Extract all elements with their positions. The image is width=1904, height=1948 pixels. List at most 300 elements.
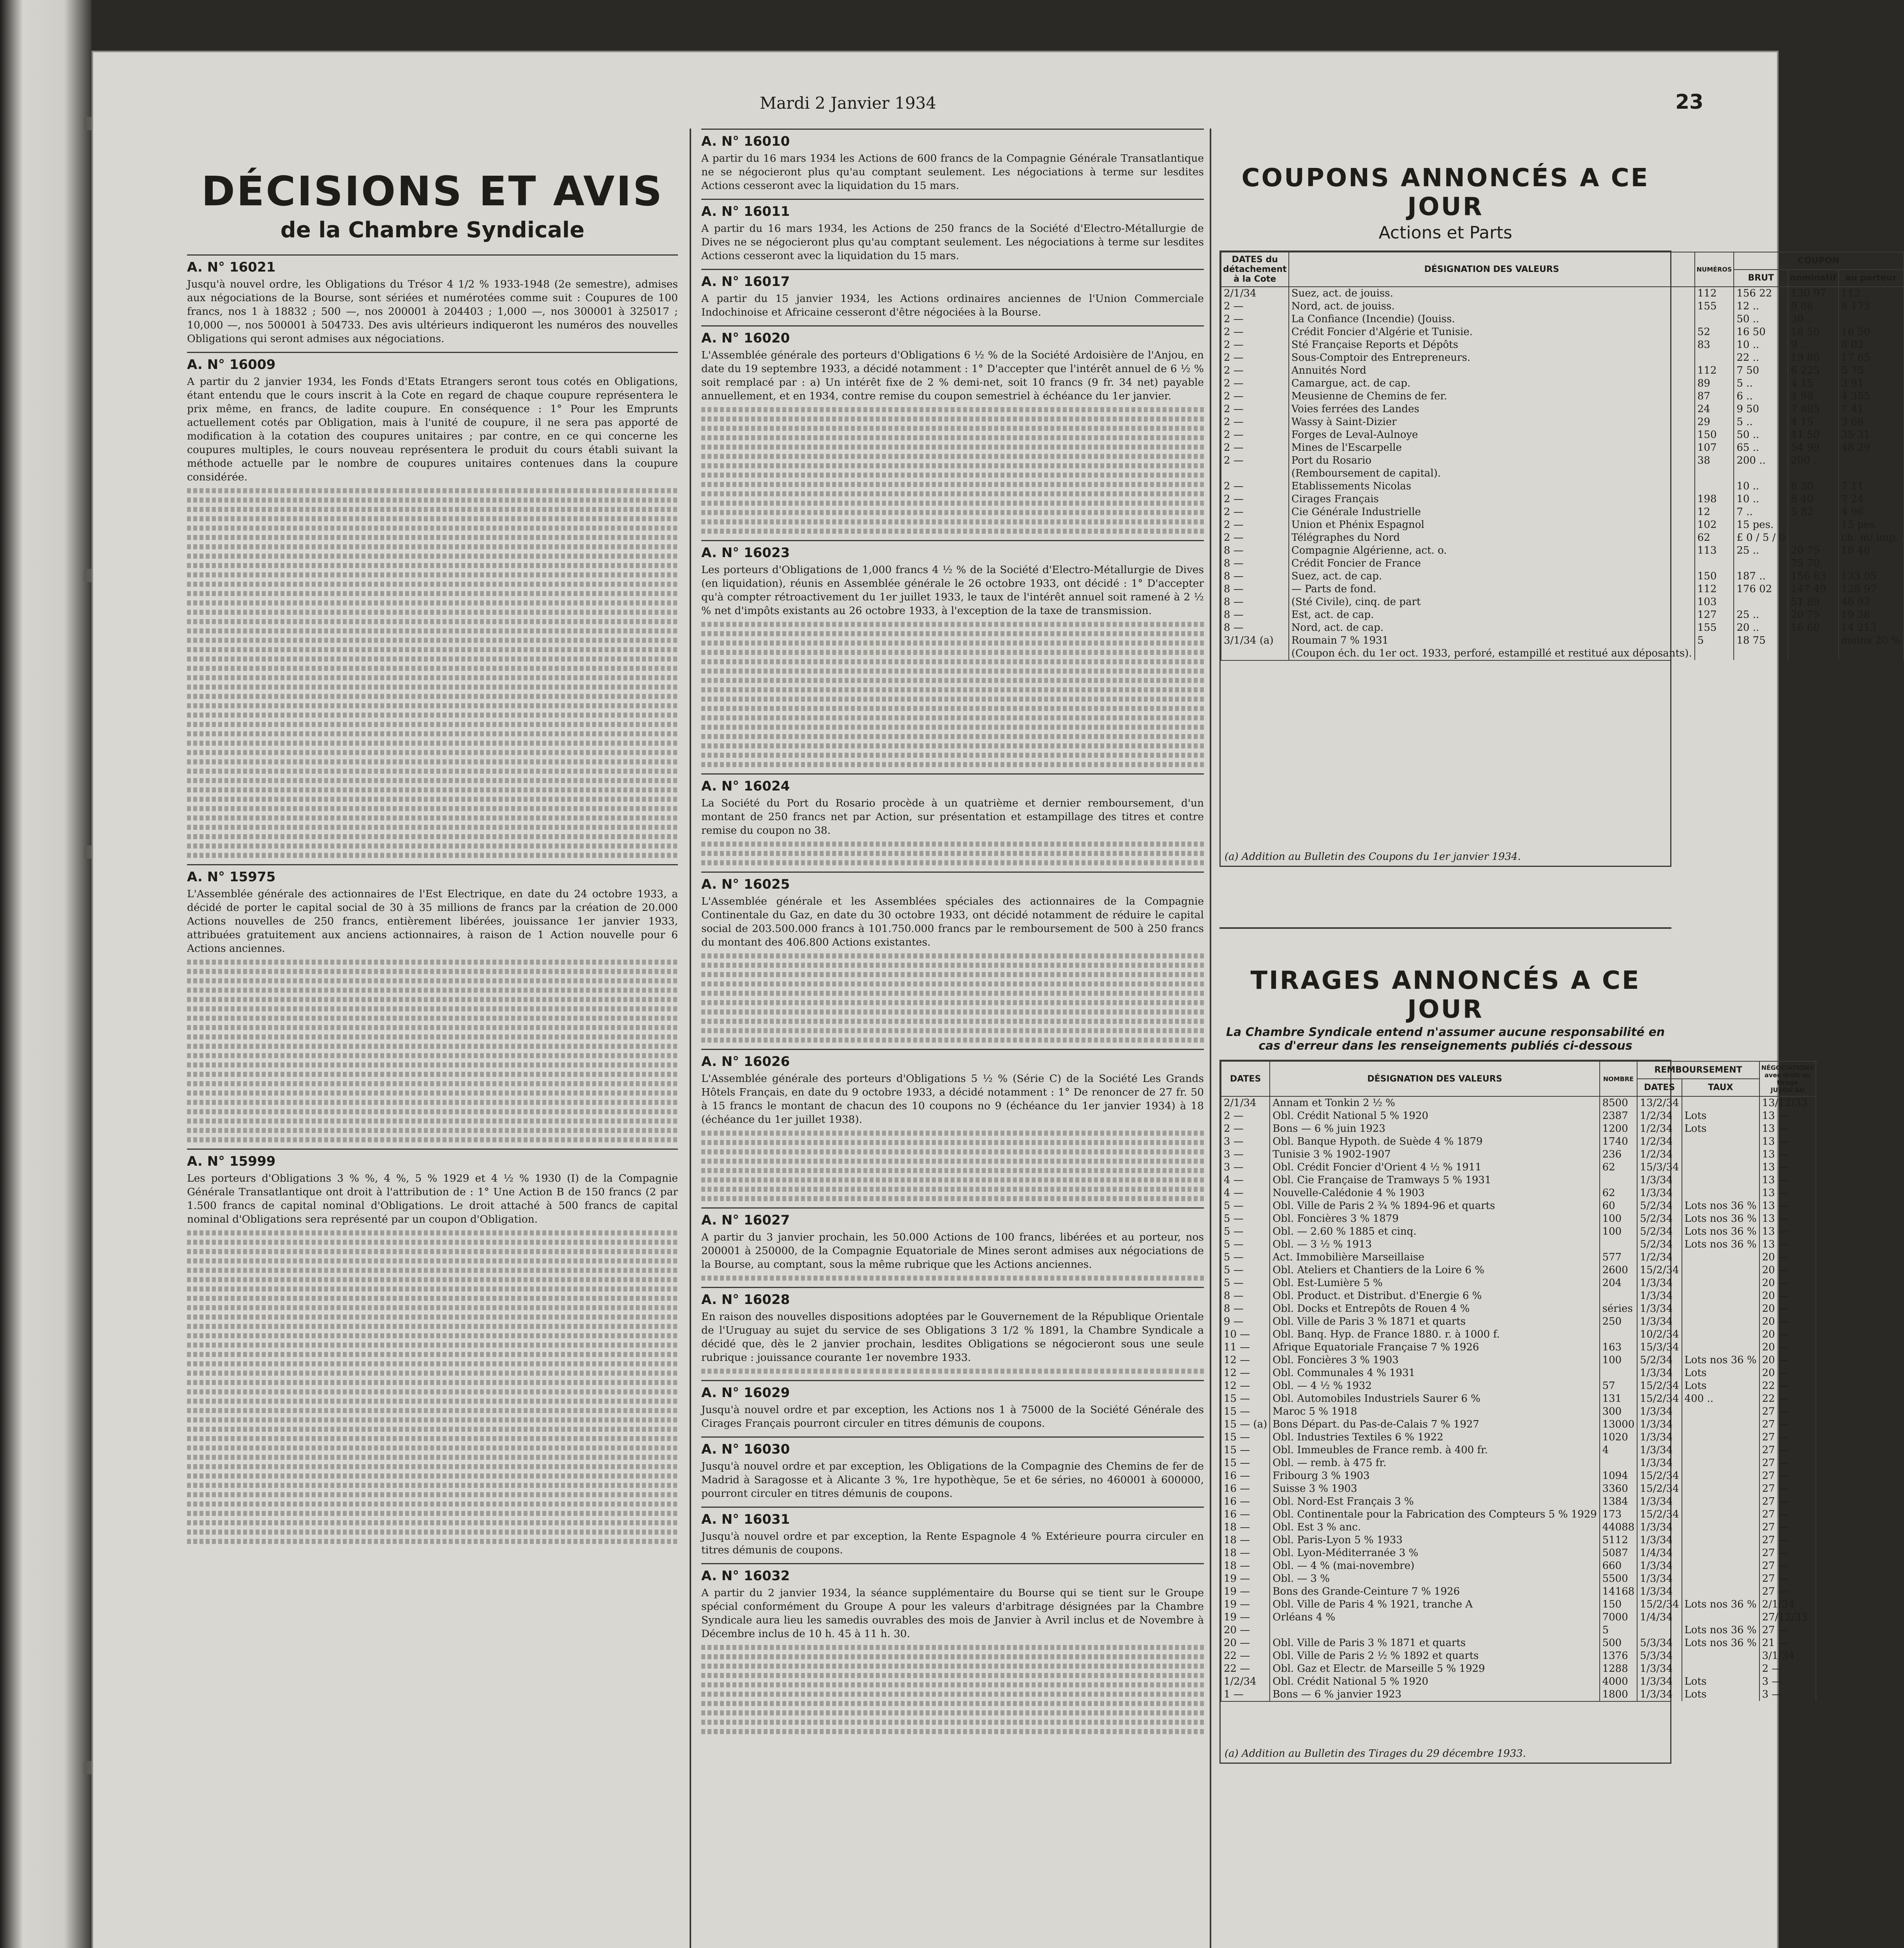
coupon-cell-port: 3 66 <box>1839 416 1904 429</box>
table-row <box>1221 1572 1816 1585</box>
tirage-cell-name <box>1270 1624 1599 1637</box>
coupon-cell-no: 52 <box>1695 326 1734 339</box>
coupon-cell-name: (Coupon éch. du 1er oct. 1933, perforé, estampillé et restitué aux déposants). <box>1289 647 1695 660</box>
tirage-cell-name: Bons des Grande-Ceinture 7 % 1926 <box>1270 1585 1599 1598</box>
col-header-taux: TAUX <box>1682 1079 1759 1096</box>
tirage-cell-name: Annam et Tonkin 2 ½ % <box>1270 1096 1599 1110</box>
tirage-cell-taux <box>1682 1482 1759 1495</box>
avis-block <box>701 1380 1204 1430</box>
text-line <box>701 1654 1204 1659</box>
table-row <box>1221 1277 1816 1290</box>
tirage-cell-name: Suisse 3 % 1903 <box>1270 1482 1599 1495</box>
text-line <box>187 516 678 521</box>
text-line <box>187 787 678 792</box>
table-row <box>1221 1688 1816 1701</box>
coupon-cell-no: 5 <box>1695 634 1734 647</box>
tirage-cell-date: 15 — <box>1221 1405 1270 1418</box>
tirage-cell-neg: 20 — <box>1759 1367 1816 1380</box>
avis-block <box>701 872 1204 1043</box>
tirage-cell-rdate: 1/2/34 <box>1637 1251 1682 1264</box>
tirage-cell-taux <box>1682 1611 1759 1624</box>
coupon-cell-name: Annuités Nord <box>1289 364 1695 377</box>
coupon-cell-date: 8 — <box>1221 596 1289 609</box>
table-row <box>1221 1611 1816 1624</box>
col-header-designation: DÉSIGNATION DES VALEURS <box>1270 1061 1599 1096</box>
tirage-cell-neg: 20 — <box>1759 1277 1816 1290</box>
avis-block <box>701 773 1204 865</box>
tirage-cell-name: Obl. — remb. à 475 fr. <box>1270 1457 1599 1470</box>
tirage-cell-rdate: 1/3/34 <box>1637 1572 1682 1585</box>
tirage-cell-taux <box>1682 1650 1759 1662</box>
tirage-cell-name: Obl. — 4 ½ % 1932 <box>1270 1380 1599 1392</box>
avis-number: A. N° 16023 <box>701 545 790 561</box>
text-line <box>187 656 678 662</box>
col-header-nominatif: nominatif <box>1788 270 1838 287</box>
tirage-cell-taux <box>1682 1302 1759 1315</box>
coupon-cell-name: La Confiance (Incendie) (Jouiss. <box>1289 313 1695 326</box>
tirage-cell-date: 15 — <box>1221 1431 1270 1444</box>
tirage-cell-name: Obl. Ville de Paris 4 % 1921, tranche A <box>1270 1598 1599 1611</box>
table-row <box>1221 1110 1816 1122</box>
text-line <box>701 842 1204 847</box>
tirage-cell-rdate: 1/3/34 <box>1637 1174 1682 1187</box>
coupon-cell-brut: 6 .. <box>1734 390 1788 403</box>
table-row <box>1221 1354 1816 1367</box>
tirages-table <box>1221 1061 1816 1701</box>
table-row <box>1221 1495 1816 1508</box>
page-date: Mardi 2 Janvier 1934 <box>760 94 937 113</box>
table-row <box>1221 1624 1816 1637</box>
avis-text: L'Assemblée générale des porteurs d'Obligations 6 ½ % de la Société Ardoisière de l'Anjou, en date du 19 septembre 1933, a décidé notamment : 1° D'accepter que l'intérêt annuel de 6 ½ % soit remplacé par : a) Un intérêt fixe de 2 % demi-net, soit 10 francs (9 fr. 34 net) payable annuellement, et en 1934, contre remise du coupon semestriel à échéance du 1er janvier. <box>701 349 1204 402</box>
text-line <box>701 991 1204 996</box>
coupon-cell-nom: 30 .. <box>1788 313 1838 326</box>
text-line <box>701 501 1204 506</box>
coupon-cell-brut: 12 .. <box>1734 300 1788 313</box>
text-line <box>187 572 678 577</box>
text-line <box>187 969 678 974</box>
tirage-cell-nombre: 204 <box>1600 1277 1638 1290</box>
text-line <box>701 953 1204 958</box>
table-row <box>1221 1161 1816 1174</box>
coupon-cell-brut: 16 50 <box>1734 326 1788 339</box>
tirage-cell-nombre: 1384 <box>1600 1495 1638 1508</box>
coupon-cell-no <box>1695 480 1734 493</box>
table-row <box>1221 1585 1816 1598</box>
tirage-cell-taux <box>1682 1470 1759 1482</box>
tirage-cell-rdate: 1/3/34 <box>1637 1187 1682 1200</box>
tirage-cell-rdate: 1/2/34 <box>1637 1135 1682 1148</box>
table-row <box>1221 1662 1816 1675</box>
tirage-cell-taux <box>1682 1662 1759 1675</box>
avis-block <box>701 129 1204 192</box>
coupon-cell-date: 2 — <box>1221 339 1289 351</box>
text-line <box>187 638 678 643</box>
table-row <box>1221 403 1904 416</box>
tirage-cell-date: 8 — <box>1221 1302 1270 1315</box>
tirage-cell-nombre: 660 <box>1600 1560 1638 1572</box>
text-line <box>701 963 1204 968</box>
tirage-cell-rdate: 5/2/34 <box>1637 1212 1682 1225</box>
table-row <box>1221 1290 1816 1302</box>
text-line <box>187 853 678 858</box>
coupon-cell-brut: 65 .. <box>1734 441 1788 454</box>
tirage-cell-neg: 20 — <box>1759 1264 1816 1277</box>
text-line <box>187 1025 678 1030</box>
text-line <box>187 1016 678 1021</box>
coupon-cell-brut: 50 .. <box>1734 313 1788 326</box>
coupon-cell-nom: 147 49 <box>1788 583 1838 596</box>
table-row <box>1221 1418 1816 1431</box>
column-rule <box>1210 129 1211 1948</box>
tirage-cell-nombre: 5112 <box>1600 1534 1638 1547</box>
coupon-cell-date: 2 — <box>1221 480 1289 493</box>
text-line <box>187 1399 678 1404</box>
coupon-cell-date: 8 — <box>1221 570 1289 583</box>
tirage-cell-taux <box>1682 1534 1759 1547</box>
text-line <box>187 1427 678 1432</box>
coupon-cell-date: 2 — <box>1221 531 1289 544</box>
coupon-cell-brut: 15 pes. <box>1734 519 1788 531</box>
text-line <box>187 1305 678 1310</box>
coupon-cell-brut <box>1734 647 1788 660</box>
tirage-cell-nombre: 577 <box>1600 1251 1638 1264</box>
coupon-cell-brut: 25 .. <box>1734 544 1788 557</box>
avis-block <box>187 254 678 346</box>
tirage-cell-date: 2 — <box>1221 1110 1270 1122</box>
tirage-cell-rdate: 5/2/34 <box>1637 1354 1682 1367</box>
avis-block <box>187 1149 678 1544</box>
tirage-cell-nombre: séries <box>1600 1302 1638 1315</box>
coupon-cell-date: 2 — <box>1221 313 1289 326</box>
text-line <box>187 997 678 1002</box>
coupon-cell-name: Télégraphes du Nord <box>1289 531 1695 544</box>
text-line <box>701 407 1204 412</box>
table-row <box>1221 1122 1816 1135</box>
coupon-cell-name: Mines de l'Escarpelle <box>1289 441 1695 454</box>
coupon-cell-name: Compagnie Algérienne, act. o. <box>1289 544 1695 557</box>
text-line <box>187 703 678 708</box>
tirage-cell-name: Fribourg 3 % 1903 <box>1270 1470 1599 1482</box>
coupon-cell-name: Forges de Leval-Aulnoye <box>1289 429 1695 441</box>
tirage-cell-date: 5 — <box>1221 1200 1270 1212</box>
text-line <box>187 1258 678 1263</box>
col-header-rdates: DATES <box>1637 1079 1682 1096</box>
table-row <box>1221 287 1904 300</box>
coupon-cell-name: Cirages Français <box>1289 493 1695 506</box>
coupon-cell-port: 128 97 <box>1839 583 1904 596</box>
text-line <box>187 1324 678 1329</box>
tirage-cell-taux <box>1682 1315 1759 1328</box>
coupon-cell-brut: 5 .. <box>1734 416 1788 429</box>
tirage-cell-taux <box>1682 1508 1759 1521</box>
coupon-cell-date: 2 — <box>1221 429 1289 441</box>
coupons-table-empty-area <box>1221 660 1670 848</box>
table-row <box>1221 1650 1816 1662</box>
avis-text: A partir du 15 janvier 1934, les Actions ordinaires anciennes de l'Union Commerciale Indochinoise et Africaine cesseront d'être négociées à la Bourse. <box>701 293 1204 318</box>
table-row <box>1221 441 1904 454</box>
tirage-cell-name: Bons — 6 % juin 1923 <box>1270 1122 1599 1135</box>
tirage-cell-nombre: 1288 <box>1600 1662 1638 1675</box>
text-line <box>701 454 1204 459</box>
tirage-cell-taux: Lots nos 36 % <box>1682 1624 1759 1637</box>
text-line <box>701 1645 1204 1650</box>
text-line <box>701 1673 1204 1678</box>
tirage-cell-neg: 13 — <box>1759 1225 1816 1238</box>
text-line <box>701 715 1204 720</box>
tirage-cell-date: 18 — <box>1221 1534 1270 1547</box>
tirage-cell-taux <box>1682 1328 1759 1341</box>
coupon-cell-name: Suez, act. de cap. <box>1289 570 1695 583</box>
table-row <box>1221 1238 1816 1251</box>
tirage-cell-taux: Lots nos 36 % <box>1682 1200 1759 1212</box>
avis-number: A. N° 16024 <box>701 778 790 794</box>
tirage-cell-name: Obl. Industries Textiles 6 % 1922 <box>1270 1431 1599 1444</box>
tirage-cell-name: Obl. Banq. Hyp. de France 1880. r. à 1000 f. <box>1270 1328 1599 1341</box>
tirage-cell-neg: 13 — <box>1759 1110 1816 1122</box>
table-row <box>1221 1444 1816 1457</box>
tirage-cell-date: 2 — <box>1221 1122 1270 1135</box>
coupon-cell-brut <box>1734 467 1788 480</box>
tirage-cell-taux <box>1682 1431 1759 1444</box>
tirage-cell-neg: 13 — <box>1759 1135 1816 1148</box>
tirage-cell-name: Obl. — 3 % <box>1270 1572 1599 1585</box>
tirage-cell-rdate: 1/2/34 <box>1637 1122 1682 1135</box>
coupon-cell-date: 8 — <box>1221 557 1289 570</box>
table-row <box>1221 416 1904 429</box>
coupon-cell-brut: 156 22 <box>1734 287 1788 300</box>
tirage-cell-name: Maroc 5 % 1918 <box>1270 1405 1599 1418</box>
coupon-cell-name: Crédit Foncier de France <box>1289 557 1695 570</box>
coupon-cell-nom: 16 50 <box>1788 326 1838 339</box>
tirage-cell-rdate: 15/3/34 <box>1637 1161 1682 1174</box>
coupon-cell-name: Est, act. de cap. <box>1289 609 1695 621</box>
coupon-cell-nom <box>1788 634 1838 647</box>
table-row <box>1221 1547 1816 1560</box>
tirage-cell-rdate: 15/2/34 <box>1637 1598 1682 1611</box>
tirage-cell-taux <box>1682 1290 1759 1302</box>
tirage-cell-neg: 27 — <box>1759 1547 1816 1560</box>
coupon-cell-name: Wassy à Saint-Dizier <box>1289 416 1695 429</box>
tirage-cell-neg: 2 — <box>1759 1662 1816 1675</box>
avis-column <box>701 129 1204 1948</box>
coupon-cell-name: Voies ferrées des Landes <box>1289 403 1695 416</box>
coupon-cell-name: Sous-Comptoir des Entrepreneurs. <box>1289 351 1695 364</box>
tirage-cell-neg: 20 — <box>1759 1251 1816 1264</box>
tirage-cell-neg: 13 — <box>1759 1174 1816 1187</box>
table-row <box>1221 429 1904 441</box>
text-line <box>187 759 678 764</box>
tirage-cell-neg: 27 — <box>1759 1534 1816 1547</box>
coupon-cell-brut: 10 .. <box>1734 480 1788 493</box>
tirage-cell-rdate: 1/3/34 <box>1637 1662 1682 1675</box>
tirage-cell-neg: 27 — <box>1759 1495 1816 1508</box>
tirage-cell-nombre: 1200 <box>1600 1122 1638 1135</box>
tirage-cell-date: 5 — <box>1221 1251 1270 1264</box>
coupon-cell-name: Roumain 7 % 1931 <box>1289 634 1695 647</box>
col-header-porteur: au porteur <box>1839 270 1904 287</box>
table-row <box>1221 1380 1816 1392</box>
avis-number: A. N° 15999 <box>187 1154 276 1169</box>
tirage-cell-neg: 20 — <box>1759 1328 1816 1341</box>
text-line <box>187 1511 678 1516</box>
tirage-cell-nombre: 300 <box>1600 1405 1638 1418</box>
avis-block <box>701 540 1204 767</box>
tirage-cell-nombre: 100 <box>1600 1225 1638 1238</box>
table-row <box>1221 609 1904 621</box>
table-row <box>1221 1302 1816 1315</box>
tirage-cell-nombre: 5500 <box>1600 1572 1638 1585</box>
tirage-cell-taux <box>1682 1251 1759 1264</box>
coupon-cell-port: 5 75 <box>1839 364 1904 377</box>
col-header-designation: DÉSIGNATION DES VALEURS <box>1289 252 1695 287</box>
avis-number: A. N° 16030 <box>701 1442 790 1457</box>
coupon-cell-date: 2 — <box>1221 390 1289 403</box>
text-line <box>187 1100 678 1105</box>
table-row <box>1221 1367 1816 1380</box>
coupon-cell-date <box>1221 647 1289 660</box>
tirage-cell-name: Tunisie 3 % 1902-1907 <box>1270 1148 1599 1161</box>
decisions-column <box>187 129 678 1948</box>
coupon-cell-brut: 200 .. <box>1734 454 1788 467</box>
tirage-cell-nombre <box>1600 1238 1638 1251</box>
text-line <box>187 1034 678 1039</box>
coupon-cell-port: moins 20 % <box>1839 634 1904 647</box>
tirage-cell-rdate: 5/2/34 <box>1637 1225 1682 1238</box>
coupon-cell-date: 2 — <box>1221 300 1289 313</box>
tirage-cell-rdate: 1/4/34 <box>1637 1547 1682 1560</box>
coupon-cell-name: Etablissements Nicolas <box>1289 480 1695 493</box>
text-line <box>701 631 1204 636</box>
text-line <box>187 544 678 549</box>
avis-text: A partir du 2 janvier 1934, les Fonds d'Etats Etrangers seront tous cotés en Obligations, étant entendu que le cours inscrit à la Cote en regard de chaque coupure représentera le prix même, en francs, de ladite coupure. En conséquence : 1° Pour les Emprunts actuellement cotés par Obligation, mais à l'unité de coupure, il ne sera pas apporté de modification à la cotation des coupures unitaires ; par contre, en ce qui concerne les coupures multiples, le cours nouveau représentera le produit du cours établi suivant la méthode actuelle par le nombre de coupures unitaires contenues dans la coupure considérée. <box>187 376 678 483</box>
coupon-cell-no: 127 <box>1695 609 1734 621</box>
tirage-cell-neg: 13 — <box>1759 1148 1816 1161</box>
coupon-cell-no: 89 <box>1695 377 1734 390</box>
coupon-cell-date: 2 — <box>1221 441 1289 454</box>
text-line <box>187 619 678 624</box>
coupon-cell-brut: £ 0 / 5 / 0 <box>1734 531 1788 544</box>
text-line <box>187 1539 678 1544</box>
text-line <box>187 1277 678 1282</box>
text-line <box>701 529 1204 534</box>
coupon-cell-port <box>1839 313 1904 326</box>
table-row <box>1221 1328 1816 1341</box>
coupon-cell-no: 83 <box>1695 339 1734 351</box>
text-line <box>187 797 678 802</box>
tirage-cell-taux <box>1682 1148 1759 1161</box>
tirage-cell-taux <box>1682 1444 1759 1457</box>
coupon-cell-brut: 187 .. <box>1734 570 1788 583</box>
decisions-subtitle: de la Chambre Syndicale <box>280 217 585 243</box>
tirage-cell-taux <box>1682 1405 1759 1418</box>
coupons-title: COUPONS ANNONCÉS A CE JOUR <box>1241 164 1650 221</box>
coupon-cell-name: Suez, act. de jouiss. <box>1289 287 1695 300</box>
coupons-table-frame <box>1219 251 1901 867</box>
coupon-cell-port: 7 41 <box>1839 403 1904 416</box>
text-line <box>701 510 1204 515</box>
avis-block <box>701 1049 1204 1201</box>
tirage-cell-rdate: 1/3/34 <box>1637 1277 1682 1290</box>
coupon-cell-nom: 8 40 <box>1788 493 1838 506</box>
tirage-cell-name: Obl. Nord-Est Français 3 % <box>1270 1495 1599 1508</box>
text-line <box>187 1081 678 1086</box>
coupon-cell-no <box>1695 351 1734 364</box>
coupon-cell-no: 112 <box>1695 364 1734 377</box>
coupon-cell-port: 35 31 <box>1839 429 1904 441</box>
tirage-cell-name: Obl. Cie Française de Tramways 5 % 1931 <box>1270 1174 1599 1187</box>
table-row <box>1221 1521 1816 1534</box>
text-line <box>187 1044 678 1049</box>
avis-text: Jusqu'à nouvel ordre et par exception, les Obligations de la Compagnie des Chemins de fer de Madrid à Saragosse et à Alicante 3 %, 1re hypothèque, 5e et 6e séries, no 460001 à 600000, pourront circuler en titres démunis de coupons. <box>701 1460 1204 1500</box>
tirage-cell-neg: 21 — <box>1759 1637 1816 1650</box>
tirage-cell-name: Obl. Automobiles Industriels Saurer 6 % <box>1270 1392 1599 1405</box>
tirage-cell-taux: Lots nos 36 % <box>1682 1637 1759 1650</box>
table-row <box>1221 634 1904 647</box>
tirage-cell-neg: 22 — <box>1759 1392 1816 1405</box>
tirages-section <box>1219 931 1814 1764</box>
text-line <box>701 1159 1204 1164</box>
text-line <box>187 563 678 568</box>
tirage-cell-nombre: 1020 <box>1600 1431 1638 1444</box>
tirage-cell-taux: Lots nos 36 % <box>1682 1225 1759 1238</box>
table-row <box>1221 454 1904 467</box>
coupon-cell-no: 198 <box>1695 493 1734 506</box>
table-row <box>1221 1187 1816 1200</box>
tirage-cell-name: Obl. Continentale pour la Fabrication des Compteurs 5 % 1929 <box>1270 1508 1599 1521</box>
coupon-cell-name: Nord, act. de jouiss. <box>1289 300 1695 313</box>
text-line <box>701 1168 1204 1173</box>
coupon-cell-name: Camargue, act. de cap. <box>1289 377 1695 390</box>
tirage-cell-rdate: 1/2/34 <box>1637 1110 1682 1122</box>
tirage-cell-name: Nouvelle-Calédonie 4 % 1903 <box>1270 1187 1599 1200</box>
table-row <box>1221 300 1904 313</box>
table-row <box>1221 1341 1816 1354</box>
text-line <box>701 482 1204 487</box>
text-line <box>187 1464 678 1469</box>
table-row <box>1221 1212 1816 1225</box>
avis-number: A. N° 16031 <box>701 1512 790 1527</box>
coupon-cell-port: 4 355 <box>1839 390 1904 403</box>
tirage-cell-rdate: 5/2/34 <box>1637 1200 1682 1212</box>
coupon-cell-no <box>1695 557 1734 570</box>
text-line <box>187 815 678 820</box>
tirage-cell-neg: 27 — <box>1759 1572 1816 1585</box>
coupon-cell-name: (Remboursement de capital). <box>1289 467 1695 480</box>
tirage-cell-taux <box>1682 1174 1759 1187</box>
tirage-cell-name: Obl. Ville de Paris 2 ½ % 1892 et quarts <box>1270 1650 1599 1662</box>
coupon-cell-nom <box>1788 519 1838 531</box>
tirage-cell-rdate: 1/3/34 <box>1637 1290 1682 1302</box>
tirage-cell-neg: 27 — <box>1759 1444 1816 1457</box>
coupon-cell-nom: 16 60 <box>1788 621 1838 634</box>
text-line <box>187 741 678 746</box>
coupon-cell-no: 87 <box>1695 390 1734 403</box>
text-line <box>187 535 678 540</box>
avis-number: A. N° 16025 <box>701 877 790 892</box>
table-row <box>1221 1675 1816 1688</box>
tirage-cell-taux: Lots <box>1682 1380 1759 1392</box>
tirage-cell-nombre: 2387 <box>1600 1110 1638 1122</box>
tirage-cell-nombre: 250 <box>1600 1315 1638 1328</box>
text-line <box>187 1371 678 1376</box>
coupon-cell-port: 8 173 <box>1839 300 1904 313</box>
text-line <box>187 1343 678 1348</box>
tirage-cell-neg: 3/1/34 <box>1759 1650 1816 1662</box>
coupon-cell-nom: 9 .. <box>1788 339 1838 351</box>
coupon-cell-nom: 20 75 <box>1788 609 1838 621</box>
text-line <box>701 1000 1204 1005</box>
avis-block <box>701 1436 1204 1500</box>
